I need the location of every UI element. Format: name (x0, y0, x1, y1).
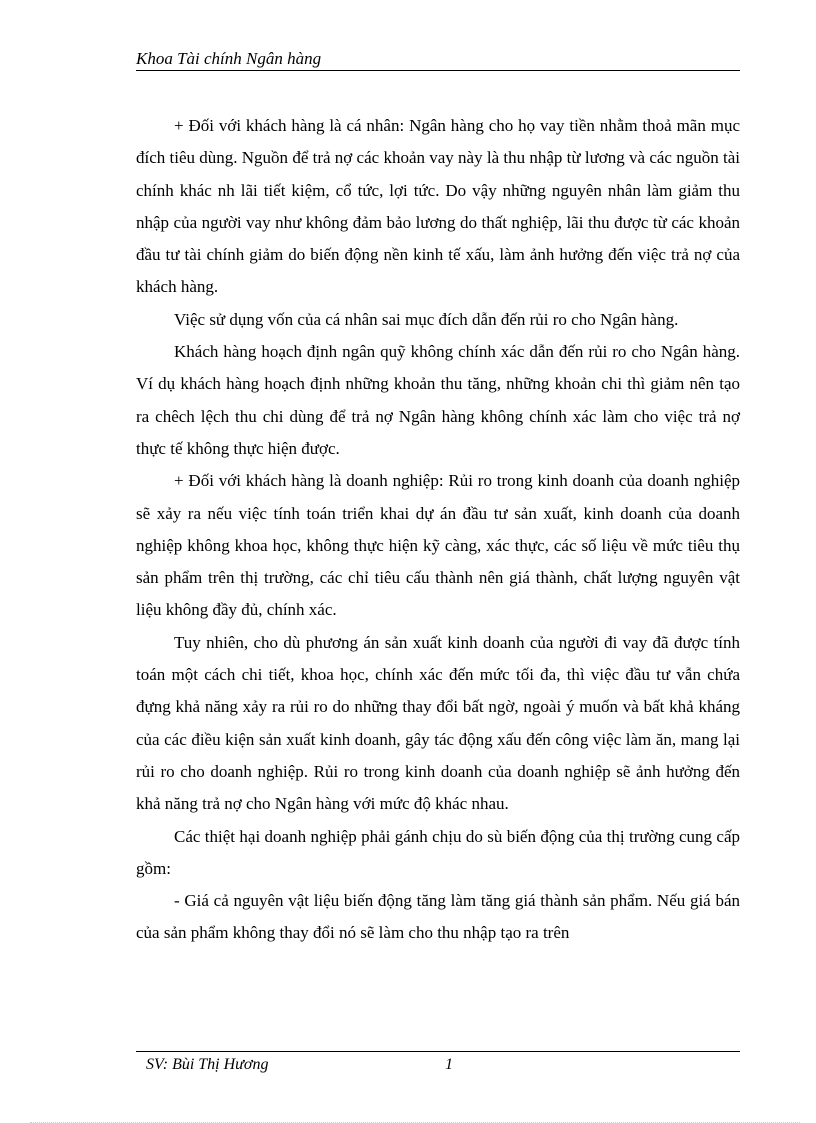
footer-author: SV: Bùi Thị Hương (146, 1056, 269, 1073)
document-body (136, 110, 740, 950)
page-number: 1 (445, 1056, 453, 1073)
page-footer (136, 1051, 740, 1076)
paragraph-business-risk: Tuy nhiên, cho dù phương án sản xuất kinh doanh của người đi vay đã được tính toán một cách chi tiết, khoa học, chính xác đến mức tối đa, thì việc đầu tư vẫn chứa đựng khả năng xảy ra rủi ro do những thay đổi bất ngờ, ngoài ý muốn và bất khả kháng của các điều kiện sản xuất kinh doanh, gây tác động xấu đến công việc làm ăn, mang lại rủi ro cho doanh nghiệp. Rủi ro trong kinh doanh của doanh nghiệp sẽ ảnh hưởng đến khả năng trả nợ cho Ngân hàng với mức độ khác nhau. (136, 632, 740, 814)
paragraph-budget-planning: Khách hàng hoạch định ngân quỹ không chính xác dẫn đến rủi ro cho Ngân hàng. Ví dụ khách hàng hoạch định những khoản thu tăng, những khoản chi thì giảm nên tạo ra chêch lệch thu chi dùng để trả nợ Ngân hàng không chính xác làm cho việc trả nợ thực tế không thực hiện được. (136, 342, 740, 458)
paragraph-material-prices: - Giá cả nguyên vật liệu biến động tăng làm tăng giá thành sản phẩm. Nếu giá bán của sản phẩm không thay đổi nó sẽ làm cho thu nhập tạo ra trên (136, 891, 740, 943)
header-title: Khoa Tài chính Ngân hàng (136, 49, 322, 68)
paragraph-business-customers: + Đối với khách hàng là doanh nghiệp: Rủi ro trong kinh doanh của doanh nghiệp sẽ xảy ra nếu việc tính toán triển khai dự án đầu tư sản xuất, kinh doanh của doanh nghiệp không khoa học, không thực hiện kỹ càng, xác thực, các số liệu về mức tiêu thụ sản phẩm trên thị trường, các chỉ tiêu cấu thành nên giá thành, chất lượng nguyên vật liệu không đầy đủ, chính xác. (136, 471, 740, 620)
page-header (136, 48, 740, 71)
paragraph-misuse-of-funds: Việc sử dụng vốn của cá nhân sai mục đích dẫn đến rủi ro cho Ngân hàng. (174, 309, 679, 329)
paragraph-market-damages: Các thiệt hại doanh nghiệp phải gánh chịu do sù biến động của thị trường cung cấp gồm: (136, 826, 740, 878)
paragraph-individual-customers: + Đối với khách hàng là cá nhân: Ngân hàng cho họ vay tiền nhằm thoả mãn mục đích tiêu dùng. Nguồn để trả nợ các khoản vay này là thu nhập từ lương và các nguồn tài chính khác nh lãi tiết kiệm, cổ tức, lợi tức. Do vậy những nguyên nhân làm giảm thu nhập của người vay như không đảm bảo lương do thất nghiệp, lãi thu được từ các khoản đầu tư tài chính giảm do biến động nền kinh tế xấu, làm ảnh hưởng đến việc trả nợ của khách hàng. (136, 116, 740, 297)
